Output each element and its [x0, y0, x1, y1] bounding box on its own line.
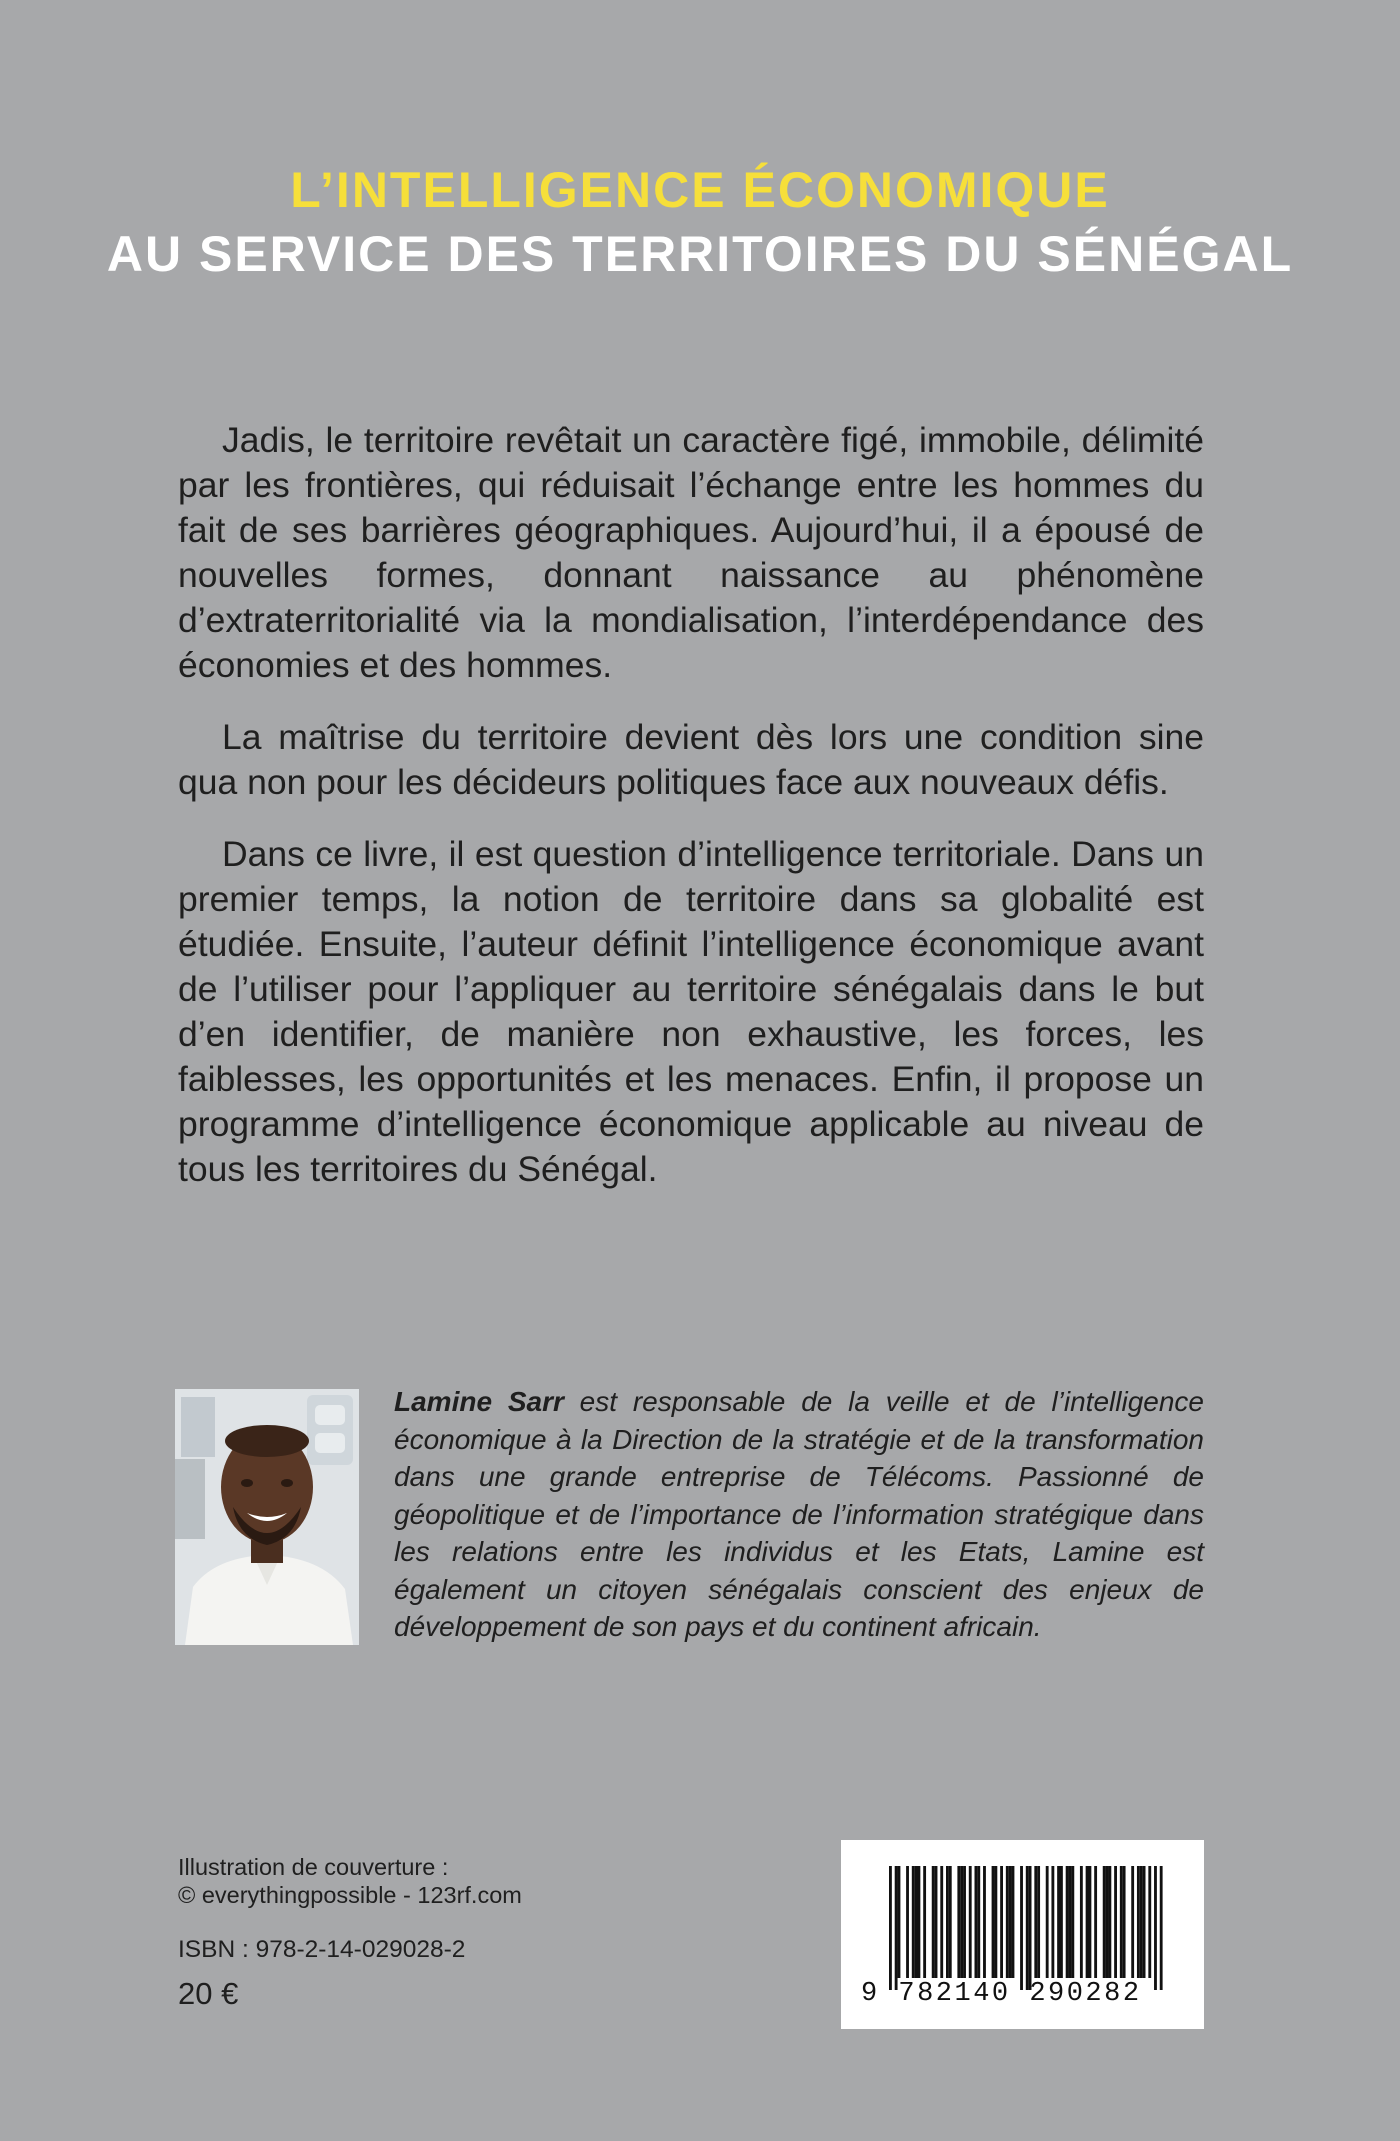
- barcode-bar: [915, 1866, 918, 1978]
- barcode-bar: [1071, 1866, 1074, 1978]
- barcode-bar: [983, 1866, 986, 1978]
- barcode-bar: [918, 1866, 921, 1978]
- barcode-bar: [963, 1866, 966, 1978]
- barcode-bar: [1148, 1866, 1151, 1978]
- barcode-bar: [1051, 1866, 1054, 1978]
- credits-line-2: © everythingpossible - 123rf.com: [178, 1882, 522, 1908]
- barcode-bar: [994, 1866, 997, 1978]
- barcode-bar: [889, 1866, 892, 1990]
- title-line-2: AU SERVICE DES TERRITOIRES DU SÉNÉGAL: [106, 226, 1294, 282]
- credits-line-1: Illustration de couverture :: [178, 1854, 449, 1880]
- barcode-bar: [1029, 1866, 1032, 1990]
- barcode-bar: [1066, 1866, 1069, 1978]
- barcode-bar: [898, 1866, 901, 1978]
- barcode-bar: [1069, 1866, 1072, 1978]
- barcode-bar: [1020, 1866, 1023, 1990]
- barcode-bar: [1103, 1866, 1106, 1978]
- barcode-bar: [946, 1866, 949, 1978]
- isbn: ISBN : 978-2-14-029028-2: [178, 1936, 466, 1963]
- barcode-bar: [1106, 1866, 1109, 1978]
- blurb-paragraph-1: Jadis, le territoire revêtait un caractère figé, immobile, délimité par les frontières, qui réduisait l’échange entre les hommes du fait de ses barrières géographiques. Aujourd’hui, il a épousé de nouvelles formes, donnant naissance au phénomène d’extraterritorialité via la mondialisation, l’interdépendance des économies et des hommes.: [178, 420, 1204, 685]
- author-bio: [394, 1383, 1204, 1646]
- barcode-bar: [1012, 1866, 1015, 1978]
- barcode-bar: [975, 1866, 978, 1978]
- barcode-bar: [895, 1866, 898, 1990]
- barcode-bar: [1154, 1866, 1157, 1990]
- barcode-bar: [949, 1866, 952, 1978]
- barcode-bar: [1094, 1866, 1097, 1978]
- barcode-bar: [1089, 1866, 1092, 1978]
- title-line-1: L’INTELLIGENCE ÉCONOMIQUE: [290, 162, 1110, 218]
- back-cover-blurb: [178, 418, 1204, 1219]
- barcode-bar: [906, 1866, 909, 1978]
- book-title: [0, 160, 1400, 286]
- barcode-bar: [912, 1866, 915, 1978]
- barcode-bar: [1009, 1866, 1012, 1978]
- author-bio-text: est responsable de la veille et de l’intelligence économique à la Direction de la stratégie et de la transformation dans une grande entreprise de Télécoms. Passionné de géopolitique et de l’importance de l’information stratégique dans les relations entre les individus et les Etats, Lamine est également un citoyen sénégalais conscient des enjeux de développement de son pays et du continent africain.: [394, 1386, 1204, 1642]
- cover-credits: [178, 1853, 522, 1909]
- barcode-bar: [1006, 1866, 1009, 1978]
- barcode-bar: [1057, 1866, 1060, 1978]
- barcode-bar: [957, 1866, 960, 1978]
- barcode-bar: [1034, 1866, 1037, 1978]
- barcode-bar: [1123, 1866, 1126, 1978]
- barcode-bar: [1120, 1866, 1123, 1978]
- barcode-bar: [1060, 1866, 1063, 1978]
- barcode: [841, 1840, 1204, 2029]
- barcode-bar: [992, 1866, 995, 1978]
- blurb-paragraph-3: Dans ce livre, il est question d’intelligence territoriale. Dans un premier temps, la notion de territoire dans sa globalité est étudiée. Ensuite, l’auteur définit l’intelligence économique avant de l’utiliser pour l’appliquer au territoire sénégalais dans le but d’en identifier, de manière non exhaustive, les forces, les faiblesses, les opportunités et les menaces. Enfin, il propose un programme d’intelligence économique applicable au niveau de tous les territoires du Sénégal.: [178, 834, 1204, 1189]
- author-photo: [175, 1389, 359, 1645]
- blurb-paragraph-2: La maîtrise du territoire devient dès lors une condition sine qua non pour les décideurs politiques face aux nouveaux défis.: [178, 717, 1204, 802]
- barcode-bar: [940, 1866, 943, 1978]
- barcode-digits: 9 782140 290282: [861, 1979, 1142, 2009]
- barcode-bar: [1037, 1866, 1040, 1978]
- author-name: Lamine Sarr: [394, 1386, 564, 1417]
- barcode-bar: [960, 1866, 963, 1978]
- barcode-bar: [923, 1866, 926, 1978]
- barcode-bar: [1114, 1866, 1117, 1978]
- price: 20 €: [178, 1976, 239, 2011]
- barcode-bar: [1143, 1866, 1146, 1978]
- barcode-bar: [1000, 1866, 1003, 1978]
- barcode-bar: [935, 1866, 938, 1978]
- barcode-bar: [969, 1866, 972, 1978]
- author-portrait-illustration: [175, 1389, 359, 1645]
- barcode-bar: [977, 1866, 980, 1978]
- barcode-bar: [1137, 1866, 1140, 1978]
- barcode-bar: [1046, 1866, 1049, 1978]
- barcode-bar: [932, 1866, 935, 1978]
- barcode-bar: [1108, 1866, 1111, 1978]
- barcode-bar: [1140, 1866, 1143, 1978]
- barcode-bar: [1080, 1866, 1083, 1978]
- barcode-bar: [1160, 1866, 1163, 1990]
- barcode-bar: [1086, 1866, 1089, 1978]
- barcode-bar: [1131, 1866, 1134, 1978]
- barcode-bar: [1026, 1866, 1029, 1990]
